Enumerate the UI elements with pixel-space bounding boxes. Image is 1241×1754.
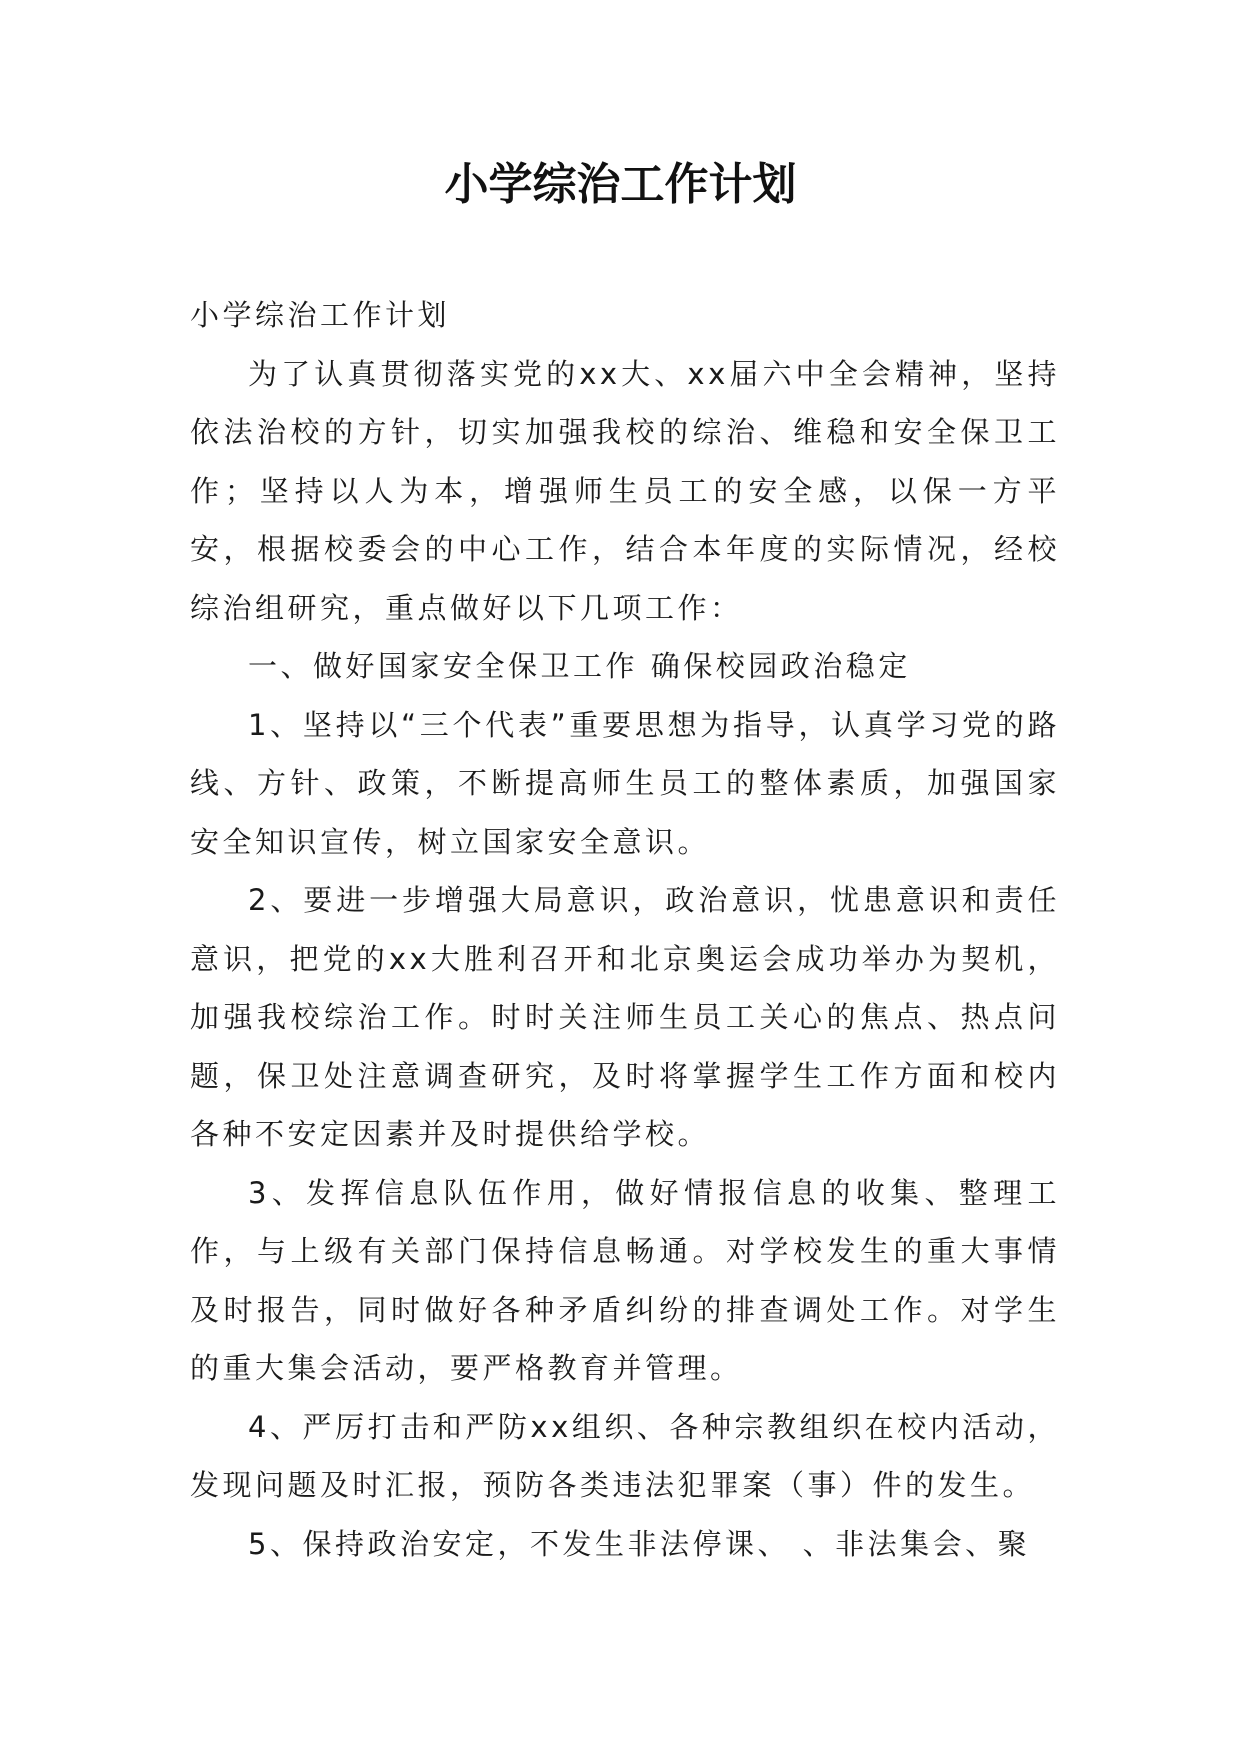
paragraph-item-2: 2、要进一步增强大局意识，政治意识，忧患意识和责任意识，把党的xx大胜利召开和北京奥运会成功举办为契机，加强我校综治工作。时时关注师生员工关心的焦点、热点问题，保卫处注意调查研究，及时将掌握学生工作方面和校内各种不安定因素并及时提供给学校。 — [190, 883, 1060, 1151]
document-subtitle: 小学综治工作计划 — [190, 298, 451, 332]
document-body — [190, 286, 1060, 1573]
paragraph-item-5: 5、保持政治安定，不发生非法停课、 、非法集会、聚 — [248, 1526, 1031, 1561]
paragraph-intro: 为了认真贯彻落实党的xx大、xx届六中全会精神，坚持依法治校的方针，切实加强我校的综治、维稳和安全保卫工作；坚持以人为本，增强师生员工的安全感，以保一方平安，根据校委会的中心工作，结合本年度的实际情况，经校综治组研究，重点做好以下几项工作： — [190, 356, 1060, 625]
paragraph-item-3: 3、发挥信息队伍作用，做好情报信息的收集、整理工作，与上级有关部门保持信息畅通。对学校发生的重大事情及时报告，同时做好各种矛盾纠纷的排查调处工作。对学生的重大集会活动，要严格教育并管理。 — [190, 1175, 1060, 1385]
document-title: 小学综治工作计划 — [444, 159, 797, 210]
paragraph-item-4: 4、严厉打击和严防xx组织、各种宗教组织在校内活动，发现问题及时汇报，预防各类违法犯罪案（事）件的发生。 — [190, 1409, 1060, 1502]
section-heading-1: 一、做好国家安全保卫工作 确保校园政治稳定 — [248, 649, 911, 683]
paragraph-item-1: 1、坚持以“三个代表”重要思想为指导，认真学习党的路线、方针、政策，不断提高师生员工的整体素质，加强国家安全知识宣传，树立国家安全意识。 — [190, 707, 1060, 859]
